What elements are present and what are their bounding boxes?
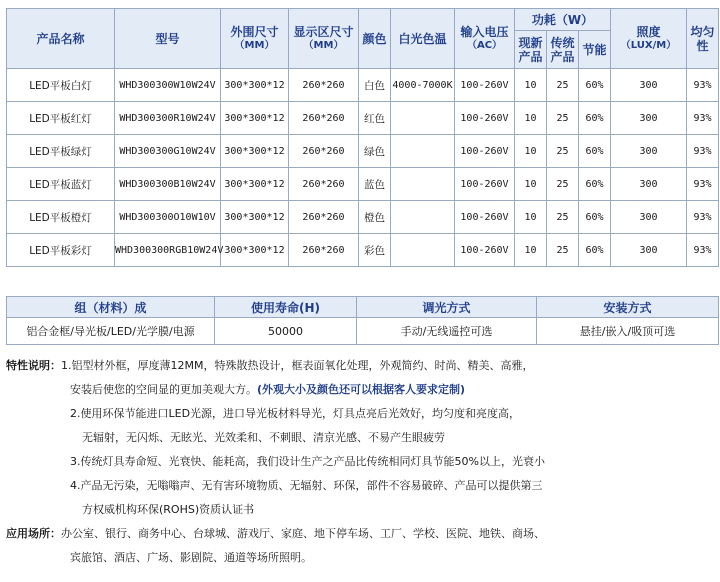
- color-cell: 绿色: [359, 135, 391, 168]
- old-power-cell: 25: [547, 234, 579, 267]
- header-power-new-line2: 产品: [518, 49, 543, 64]
- header-uniform-line2: 性: [696, 38, 709, 53]
- saving-cell: 60%: [579, 234, 611, 267]
- table-row: [7, 102, 719, 135]
- model-cell: WHD300300R10W24V: [115, 102, 221, 135]
- color-cell: 橙色: [359, 201, 391, 234]
- table-row: [7, 168, 719, 201]
- header-material: 组（材料）成: [7, 297, 215, 318]
- table-row: [7, 201, 719, 234]
- white-temp-cell: [391, 234, 455, 267]
- outer-size-cell: 300*300*12: [221, 135, 289, 168]
- feature-1b: 安装后使您的空间显的更加美观大方。: [70, 383, 257, 396]
- feature-line-7: [6, 498, 718, 522]
- new-power-cell: 10: [515, 135, 547, 168]
- display-size-cell: 260*260: [289, 168, 359, 201]
- outer-size-cell: 300*300*12: [221, 234, 289, 267]
- header-illum: [611, 9, 687, 69]
- info-table: [6, 296, 719, 345]
- header-voltage-unit: （AC）: [466, 39, 503, 51]
- header-voltage: [455, 9, 515, 69]
- uniform-cell: 93%: [687, 234, 719, 267]
- header-power: 功耗（W）: [515, 9, 611, 31]
- header-voltage-label: 输入电压: [460, 24, 509, 39]
- header-outer-size-unit: （MM）: [234, 39, 275, 51]
- header-power-old: [547, 31, 579, 69]
- old-power-cell: 25: [547, 135, 579, 168]
- illum-cell: 300: [611, 135, 687, 168]
- new-power-cell: 10: [515, 69, 547, 102]
- header-color: 颜色: [359, 9, 391, 69]
- table-row: [7, 135, 719, 168]
- display-size-cell: 260*260: [289, 201, 359, 234]
- apps-line-1: [6, 522, 718, 546]
- display-size-cell: 260*260: [289, 69, 359, 102]
- model-cell: WHD300300O10W10V: [115, 201, 221, 234]
- outer-size-cell: 300*300*12: [221, 102, 289, 135]
- voltage-cell: 100-260V: [455, 69, 515, 102]
- uniform-cell: 93%: [687, 201, 719, 234]
- illum-cell: 300: [611, 168, 687, 201]
- material-value: 铝合金框/导光板/LED/光学膜/电源: [7, 318, 215, 345]
- feature-line-1: [6, 354, 718, 378]
- header-illum-unit: （LUX/M）: [620, 39, 677, 51]
- new-power-cell: 10: [515, 234, 547, 267]
- feature-1a: 1.铝型材外框，厚度薄12MM，特殊散热设计，框表面氧化处理，外观简约、时尚、精美、高雅，: [61, 359, 534, 372]
- white-temp-cell: [391, 201, 455, 234]
- feature-3: 3.传统灯具寿命短、光衰快、能耗高，我们设计生产之产品比传统相同灯具节能50%以上，光衰小: [70, 455, 545, 468]
- voltage-cell: 100-260V: [455, 201, 515, 234]
- feature-4a: 4.产品无污染，无嗡嗡声、无有害环境物质、无辐射、环保，部件不容易破碎、产品可以提供第三: [70, 479, 543, 492]
- old-power-cell: 25: [547, 201, 579, 234]
- saving-cell: 60%: [579, 168, 611, 201]
- apps-label: 应用场所：: [6, 527, 61, 540]
- new-power-cell: 10: [515, 168, 547, 201]
- saving-cell: 60%: [579, 69, 611, 102]
- header-display-size-unit: （MM）: [303, 39, 344, 51]
- life-value: 50000: [215, 318, 357, 345]
- apps-line-2: [6, 546, 718, 570]
- feature-2b: 无辐射，无闪烁、无眩光、光效柔和、不刺眼、清京光感、不易产生眼疲劳: [82, 431, 445, 444]
- uniform-cell: 93%: [687, 168, 719, 201]
- header-outer-size-label: 外围尺寸: [230, 24, 279, 39]
- display-size-cell: 260*260: [289, 102, 359, 135]
- white-temp-cell: 4000-7000K: [391, 69, 455, 102]
- feature-line-4: [6, 426, 718, 450]
- old-power-cell: 25: [547, 168, 579, 201]
- new-power-cell: 10: [515, 201, 547, 234]
- model-cell: WHD300300G10W24V: [115, 135, 221, 168]
- header-power-old-line2: 产品: [550, 49, 575, 64]
- product-name-cell: LED平板红灯: [7, 102, 115, 135]
- dimming-value: 手动/无线遥控可选: [357, 318, 537, 345]
- outer-size-cell: 300*300*12: [221, 201, 289, 234]
- voltage-cell: 100-260V: [455, 234, 515, 267]
- saving-cell: 60%: [579, 102, 611, 135]
- table-row: [7, 69, 719, 102]
- display-size-cell: 260*260: [289, 135, 359, 168]
- feature-2a: 2.使用环保节能进口LED光源，进口导光板材料导光，灯具点亮后光效好，均匀度和亮度高，: [70, 407, 521, 420]
- illum-cell: 300: [611, 201, 687, 234]
- color-cell: 蓝色: [359, 168, 391, 201]
- model-cell: WHD300300B10W24V: [115, 168, 221, 201]
- voltage-cell: 100-260V: [455, 102, 515, 135]
- saving-cell: 60%: [579, 201, 611, 234]
- header-power-new-line1: 现新: [518, 35, 543, 50]
- table-row: [7, 234, 719, 267]
- product-name-cell: LED平板蓝灯: [7, 168, 115, 201]
- illum-cell: 300: [611, 102, 687, 135]
- apps-b: 宾旅馆、酒店、广场、影剧院、通道等场所照明。: [70, 551, 312, 564]
- header-install: 安装方式: [537, 297, 719, 318]
- feature-1-note: (外观大小及颜色还可以根据客人要求定制): [257, 383, 466, 396]
- feature-line-5: [6, 450, 718, 474]
- header-display-size-label: 显示区尺寸: [293, 24, 354, 39]
- product-name-cell: LED平板橙灯: [7, 201, 115, 234]
- header-power-save: 节能: [579, 31, 611, 69]
- color-cell: 白色: [359, 69, 391, 102]
- uniform-cell: 93%: [687, 102, 719, 135]
- apps-a: 办公室、银行、商务中心、台球城、游戏厅、家庭、地下停车场、工厂、学校、医院、地铁、商场、: [61, 527, 545, 540]
- product-name-cell: LED平板绿灯: [7, 135, 115, 168]
- install-value: 悬挂/嵌入/吸顶可选: [537, 318, 719, 345]
- features-label: 特性说明：: [6, 359, 61, 372]
- model-cell: WHD300300W10W24V: [115, 69, 221, 102]
- header-power-new: [515, 31, 547, 69]
- description-section: [6, 354, 718, 570]
- header-uniform-line1: 均匀: [690, 24, 715, 39]
- header-dimming: 调光方式: [357, 297, 537, 318]
- old-power-cell: 25: [547, 102, 579, 135]
- header-model: 型号: [115, 9, 221, 69]
- feature-line-3: [6, 402, 718, 426]
- illum-cell: 300: [611, 234, 687, 267]
- old-power-cell: 25: [547, 69, 579, 102]
- white-temp-cell: [391, 135, 455, 168]
- color-cell: 彩色: [359, 234, 391, 267]
- header-outer-size: [221, 9, 289, 69]
- feature-4b: 方权威机构环保(ROHS)资质认证书: [82, 503, 255, 516]
- header-uniform: [687, 9, 719, 69]
- white-temp-cell: [391, 168, 455, 201]
- feature-line-2: [6, 378, 718, 402]
- header-display-size: [289, 9, 359, 69]
- illum-cell: 300: [611, 69, 687, 102]
- display-size-cell: 260*260: [289, 234, 359, 267]
- header-power-old-line1: 传统: [550, 35, 575, 50]
- header-illum-label: 照度: [636, 24, 661, 39]
- voltage-cell: 100-260V: [455, 135, 515, 168]
- color-cell: 红色: [359, 102, 391, 135]
- new-power-cell: 10: [515, 102, 547, 135]
- header-name: 产品名称: [7, 9, 115, 69]
- white-temp-cell: [391, 102, 455, 135]
- saving-cell: 60%: [579, 135, 611, 168]
- spec-table: [6, 8, 719, 267]
- outer-size-cell: 300*300*12: [221, 168, 289, 201]
- product-name-cell: LED平板白灯: [7, 69, 115, 102]
- voltage-cell: 100-260V: [455, 168, 515, 201]
- model-cell: WHD300300RGB10W24V: [115, 234, 221, 267]
- header-life: 使用寿命(H): [215, 297, 357, 318]
- feature-line-6: [6, 474, 718, 498]
- header-white-temp: 白光色温: [391, 9, 455, 69]
- uniform-cell: 93%: [687, 69, 719, 102]
- product-name-cell: LED平板彩灯: [7, 234, 115, 267]
- outer-size-cell: 300*300*12: [221, 69, 289, 102]
- uniform-cell: 93%: [687, 135, 719, 168]
